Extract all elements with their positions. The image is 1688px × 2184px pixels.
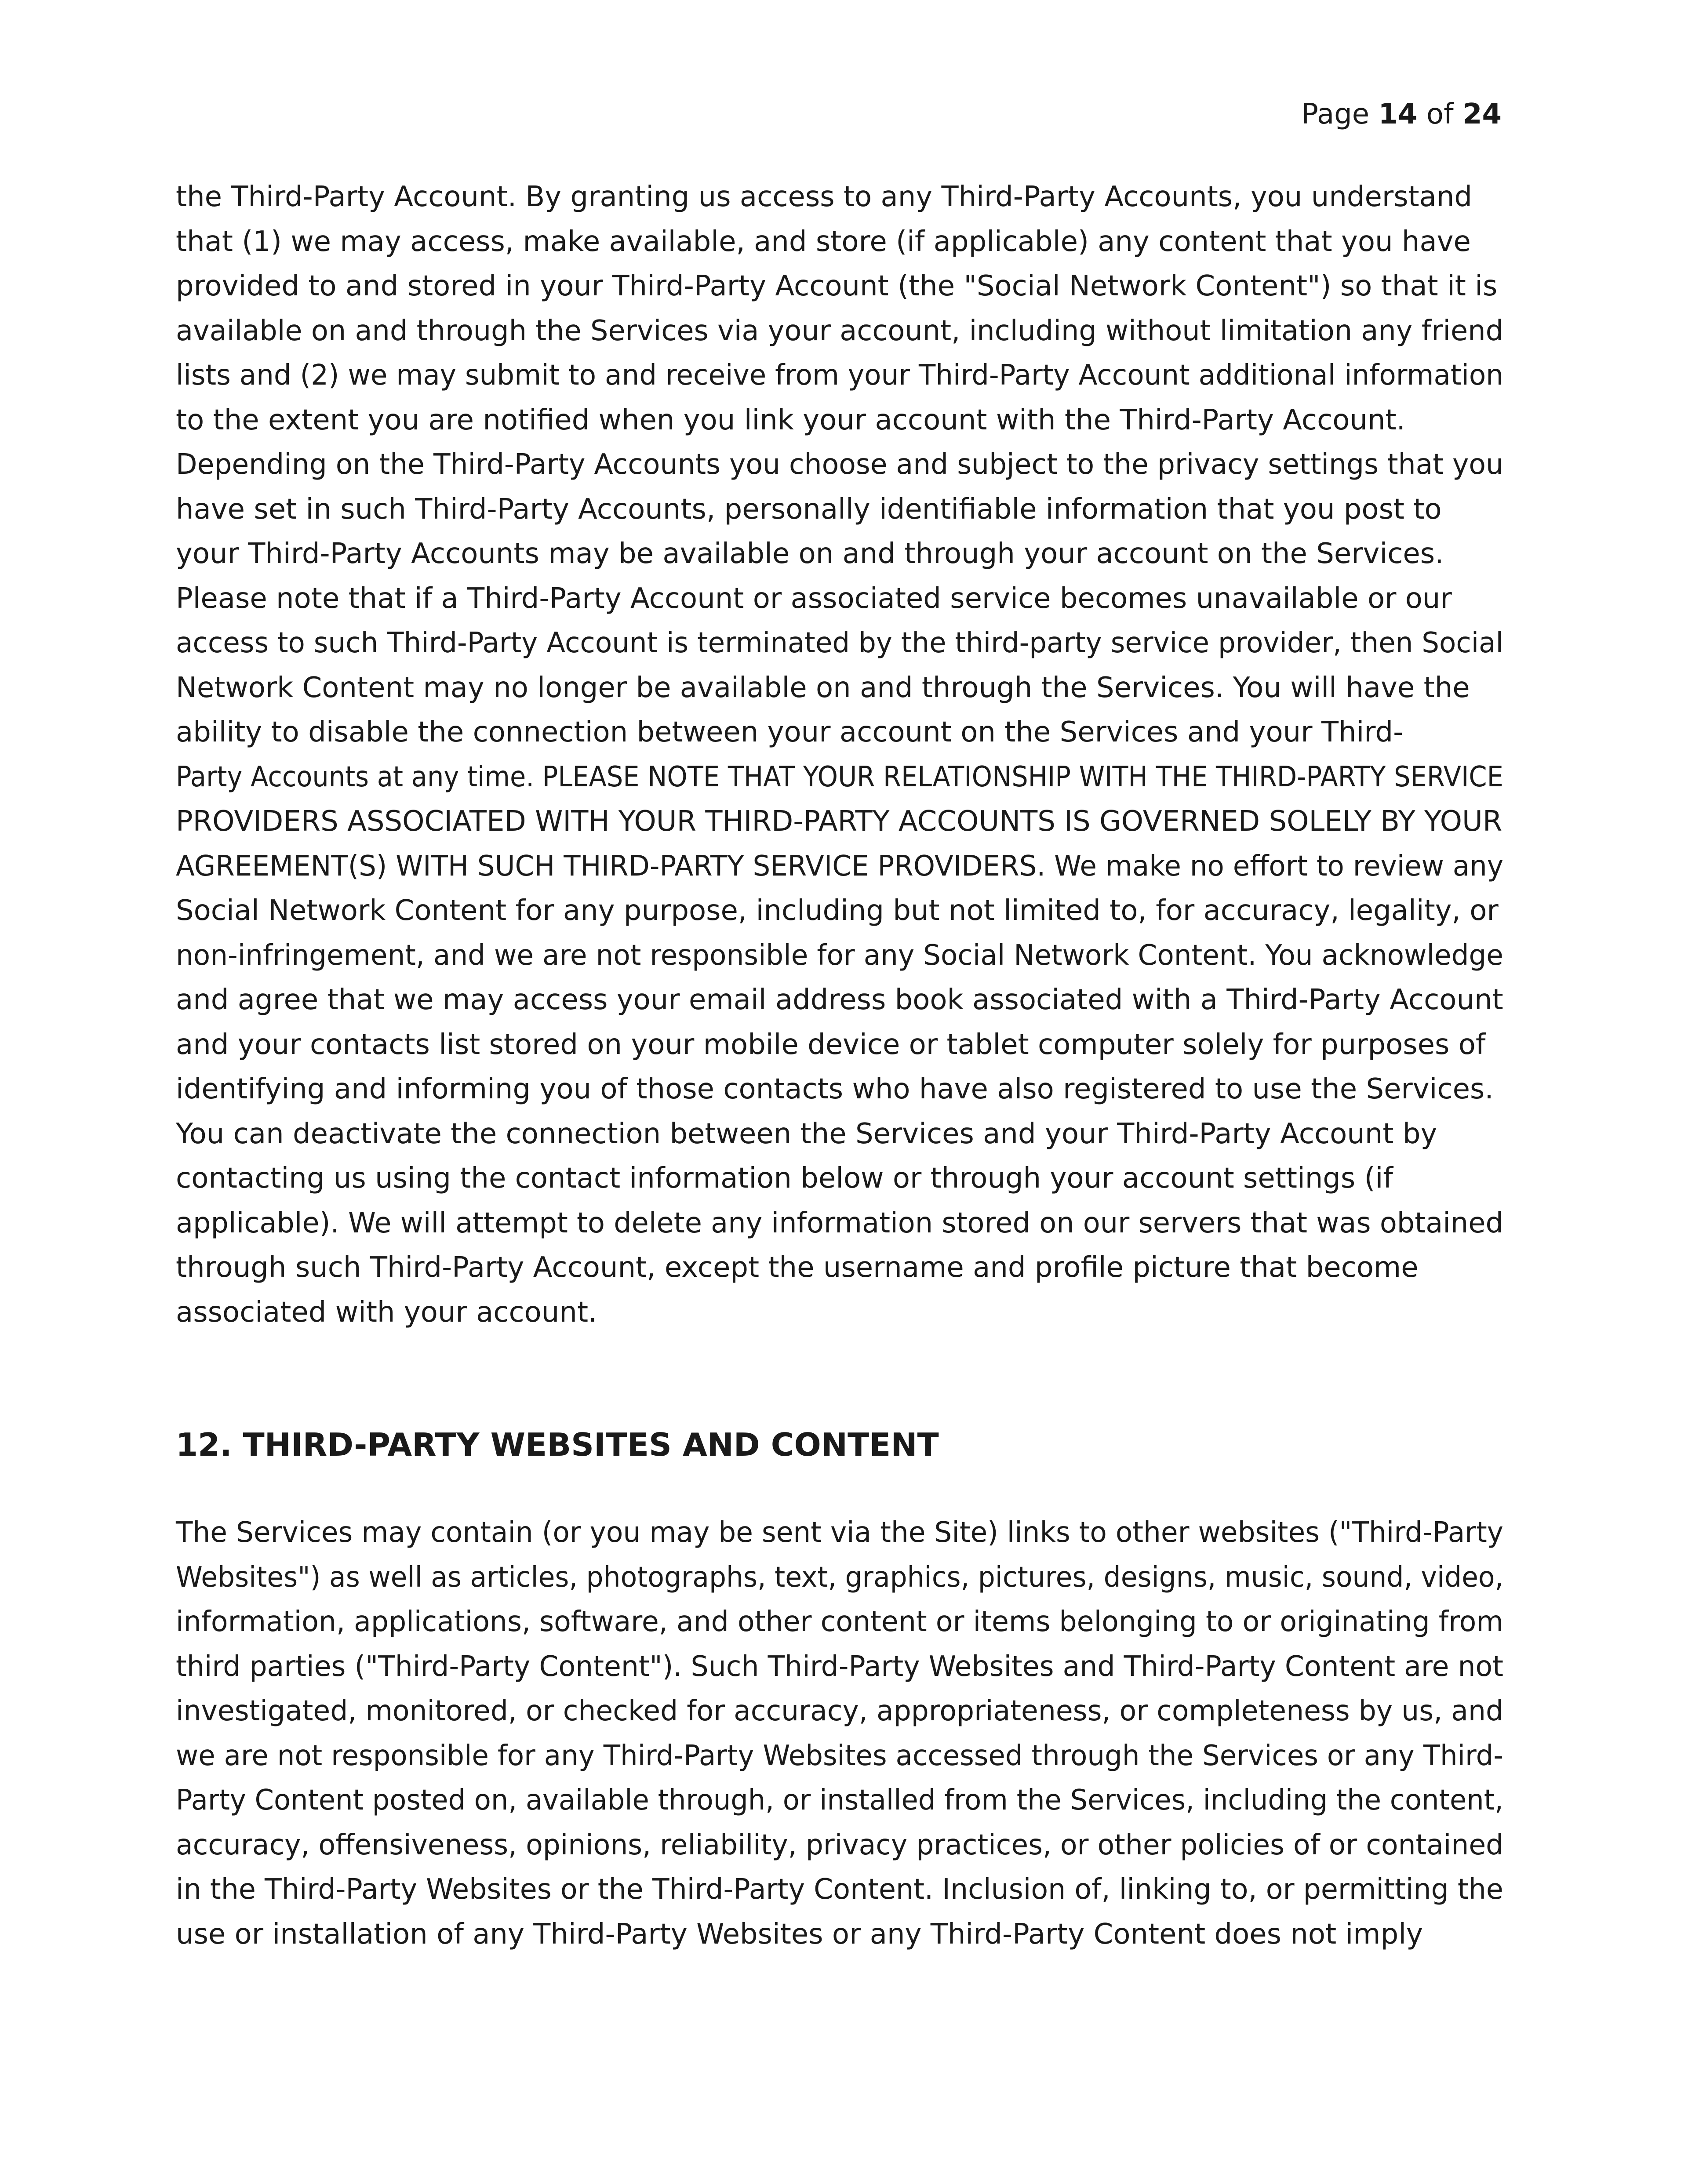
text-line: Party Content posted on, available through, or installed from the Services, including the content, <box>176 1784 1503 1817</box>
text-line: information, applications, software, and other content or items belonging to or originating from <box>176 1606 1503 1638</box>
text-line: accuracy, offensiveness, opinions, reliability, privacy practices, or other policies of or contained <box>176 1828 1504 1861</box>
text-line: applicable). We will attempt to delete any information stored on our servers that was obtained <box>176 1206 1503 1239</box>
text-line: contacting us using the contact information below or through your account settings (if <box>176 1162 1393 1195</box>
text-line: the Third-Party Account. By granting us access to any Third-Party Accounts, you understand <box>176 181 1473 213</box>
text-line: identifying and informing you of those contacts who have also registered to use the Services. <box>176 1073 1494 1105</box>
text-line: PROVIDERS ASSOCIATED WITH YOUR THIRD-PARTY ACCOUNTS IS GOVERNED SOLELY BY YOUR <box>176 805 1502 838</box>
text-line: that (1) we may access, make available, and store (if applicable) any content that you have <box>176 225 1471 258</box>
text-line: third parties ("Third-Party Content"). Such Third-Party Websites and Third-Party Content are not <box>176 1650 1503 1683</box>
text-line: Websites") as well as articles, photographs, text, graphics, pictures, designs, music, sound, video, <box>176 1561 1504 1594</box>
page-number <box>1301 98 1502 131</box>
text-line: Network Content may no longer be available on and through the Services. You will have the <box>176 671 1470 704</box>
text-line: Party Accounts at any time. PLEASE NOTE THAT YOUR RELATIONSHIP WITH THE THIRD-PARTY SERVICE <box>176 760 1503 793</box>
text-line: Depending on the Third-Party Accounts you choose and subject to the privacy settings that you <box>176 448 1503 481</box>
text-line: provided to and stored in your Third-Party Account (the "Social Network Content") so that it is <box>176 270 1498 302</box>
text-line: to the extent you are notified when you link your account with the Third-Party Account. <box>176 403 1405 436</box>
text-line: Social Network Content for any purpose, including but not limited to, for accuracy, legality, or <box>176 894 1499 927</box>
text-line: associated with your account. <box>176 1296 597 1329</box>
page-label: Page <box>1301 98 1370 131</box>
text-line: You can deactivate the connection between the Services and your Third-Party Account by <box>176 1117 1437 1150</box>
paragraph-third-party-websites <box>176 1511 1557 1957</box>
text-line: and your contacts list stored on your mobile device or tablet computer solely for purposes of <box>176 1028 1486 1061</box>
total-pages-number: 24 <box>1462 98 1502 131</box>
text-line: AGREEMENT(S) WITH SUCH THIRD-PARTY SERVICE PROVIDERS. We make no effort to review any <box>176 850 1503 883</box>
text-line: have set in such Third-Party Accounts, personally identifiable information that you post to <box>176 493 1442 526</box>
text-line: and agree that we may access your email address book associated with a Third-Party Account <box>176 984 1503 1016</box>
text-line: access to such Third-Party Account is terminated by the third-party service provider, then Social <box>176 627 1503 659</box>
text-line: available on and through the Services via your account, including without limitation any friend <box>176 314 1504 347</box>
text-line: non-infringement, and we are not responsible for any Social Network Content. You acknowledge <box>176 939 1503 972</box>
text-line: The Services may contain (or you may be sent via the Site) links to other websites ("Third-Party <box>176 1516 1503 1549</box>
text-line: we are not responsible for any Third-Party Websites accessed through the Services or any Third- <box>176 1739 1503 1772</box>
section-heading-12: 12. THIRD-PARTY WEBSITES AND CONTENT <box>176 1426 939 1463</box>
text-line: investigated, monitored, or checked for accuracy, appropriateness, or completeness by us, and <box>176 1695 1504 1727</box>
text-line: your Third-Party Accounts may be available on and through your account on the Services. <box>176 538 1444 570</box>
current-page-number: 14 <box>1378 98 1418 131</box>
text-line: through such Third-Party Account, except the username and profile picture that become <box>176 1251 1419 1284</box>
text-line: lists and (2) we may submit to and receive from your Third-Party Account additional information <box>176 359 1504 392</box>
text-line: use or installation of any Third-Party Websites or any Third-Party Content does not imply <box>176 1918 1423 1951</box>
text-line: Please note that if a Third-Party Account or associated service becomes unavailable or our <box>176 582 1452 615</box>
page-of-label: of <box>1426 98 1454 131</box>
text-line: in the Third-Party Websites or the Third-Party Content. Inclusion of, linking to, or permitting the <box>176 1873 1503 1906</box>
text-line: ability to disable the connection between your account on the Services and your Third- <box>176 716 1404 749</box>
paragraph-third-party-accounts <box>176 175 1616 1335</box>
